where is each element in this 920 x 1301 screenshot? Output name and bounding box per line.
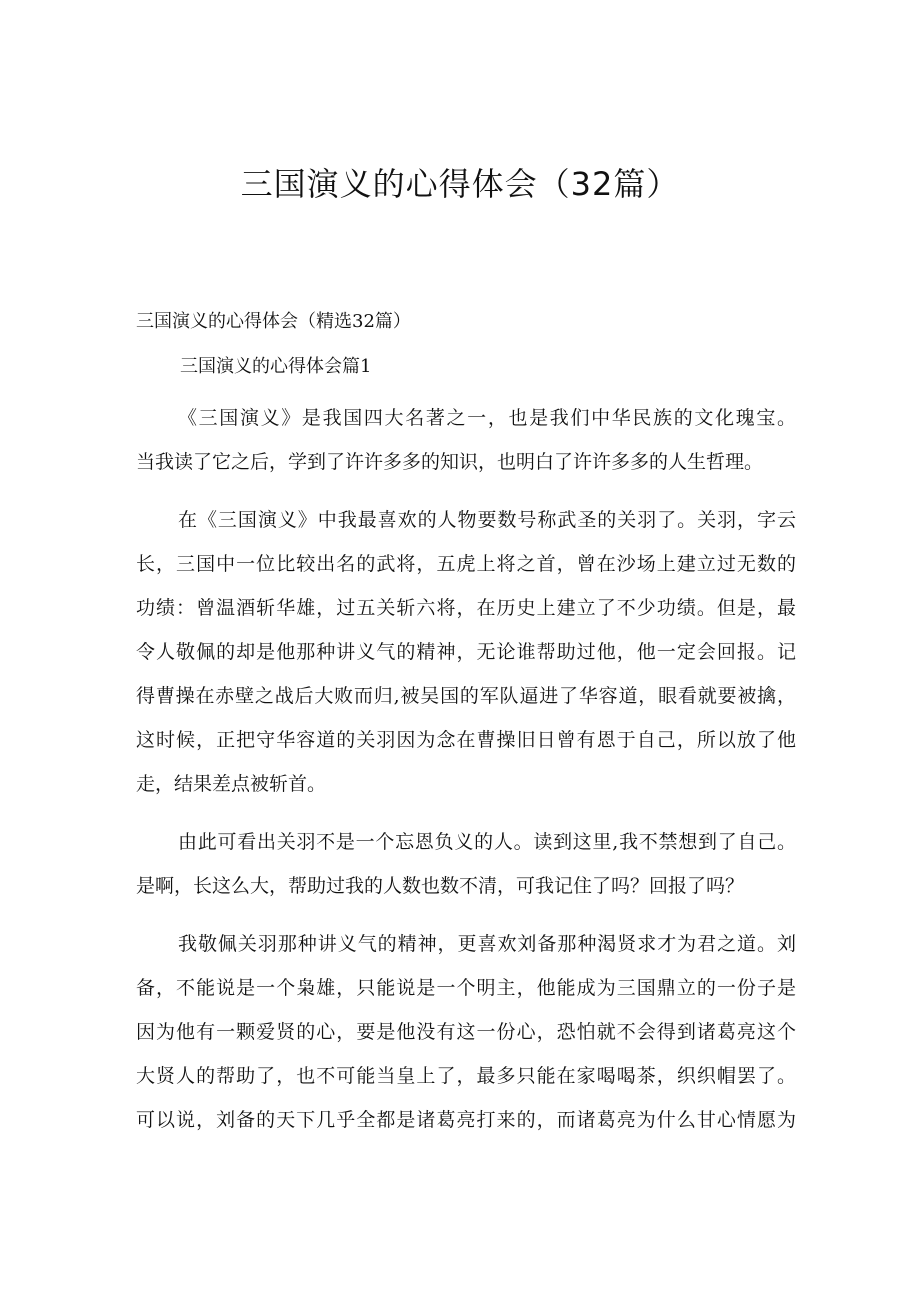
paragraph-line: 功绩：曾温酒斩华雄，过五关斩六将，在历史上建立了不少功绩。但是，最 [136,597,796,619]
paragraph-line: 我敬佩关羽那种讲义气的精神，更喜欢刘备那种渴贤求才为君之道。刘 [178,933,796,955]
paragraph-line: 得曹操在赤壁之战后大败而归,被吴国的军队逼进了华容道，眼看就要被擒， [136,685,796,707]
paragraph-line: 令人敬佩的却是他那种讲义气的精神，无论谁帮助过他，他一定会回报。记 [136,641,796,663]
section-heading: 三国演义的心得体会篇1 [180,356,372,377]
paragraph-line: 是啊，长这么大，帮助过我的人数也数不清，可我记住了吗？回报了吗？ [136,875,745,897]
paragraph-line: 这时候，正把守华容道的关羽因为念在曹操旧日曾有恩于自己，所以放了他 [136,729,796,751]
paragraph-2 [136,498,796,806]
paragraph-line: 《三国演义》是我国四大名著之一，也是我们中华民族的文化瑰宝。 [178,407,796,429]
paragraph-line: 走，结果差点被斩首。 [136,773,327,795]
paragraph-3 [136,820,796,908]
paragraph-line: 长，三国中一位比较出名的武将，五虎上将之首，曾在沙场上建立过无数的 [136,553,796,575]
paragraph-line: 当我读了它之后，学到了许许多多的知识，也明白了许许多多的人生哲理。 [136,451,764,473]
paragraph-line: 在《三国演义》中我最喜欢的人物要数号称武圣的关羽了。关羽，字云 [178,509,796,531]
paragraph-4 [136,922,796,1142]
paragraph-line: 由此可看出关羽不是一个忘恩负义的人。读到这里,我不禁想到了自己。 [178,831,796,853]
document-body [136,396,796,1156]
paragraph-line: 大贤人的帮助了，也不可能当皇上了，最多只能在家喝喝茶，织织帽罢了。 [136,1065,796,1087]
paragraph-line: 可以说，刘备的天下几乎全都是诸葛亮打来的，而诸葛亮为什么甘心情愿为 [136,1109,796,1131]
document-subtitle: 三国演义的心得体会（精选32篇） [136,311,411,332]
paragraph-line: 备，不能说是一个枭雄，只能说是一个明主，他能成为三国鼎立的一份子是 [136,977,796,999]
paragraph-line: 因为他有一颗爱贤的心，要是他没有这一份心，恐怕就不会得到诸葛亮这个 [136,1021,796,1043]
paragraph-1 [136,396,796,484]
document-title: 三国演义的心得体会（32篇） [240,165,680,203]
